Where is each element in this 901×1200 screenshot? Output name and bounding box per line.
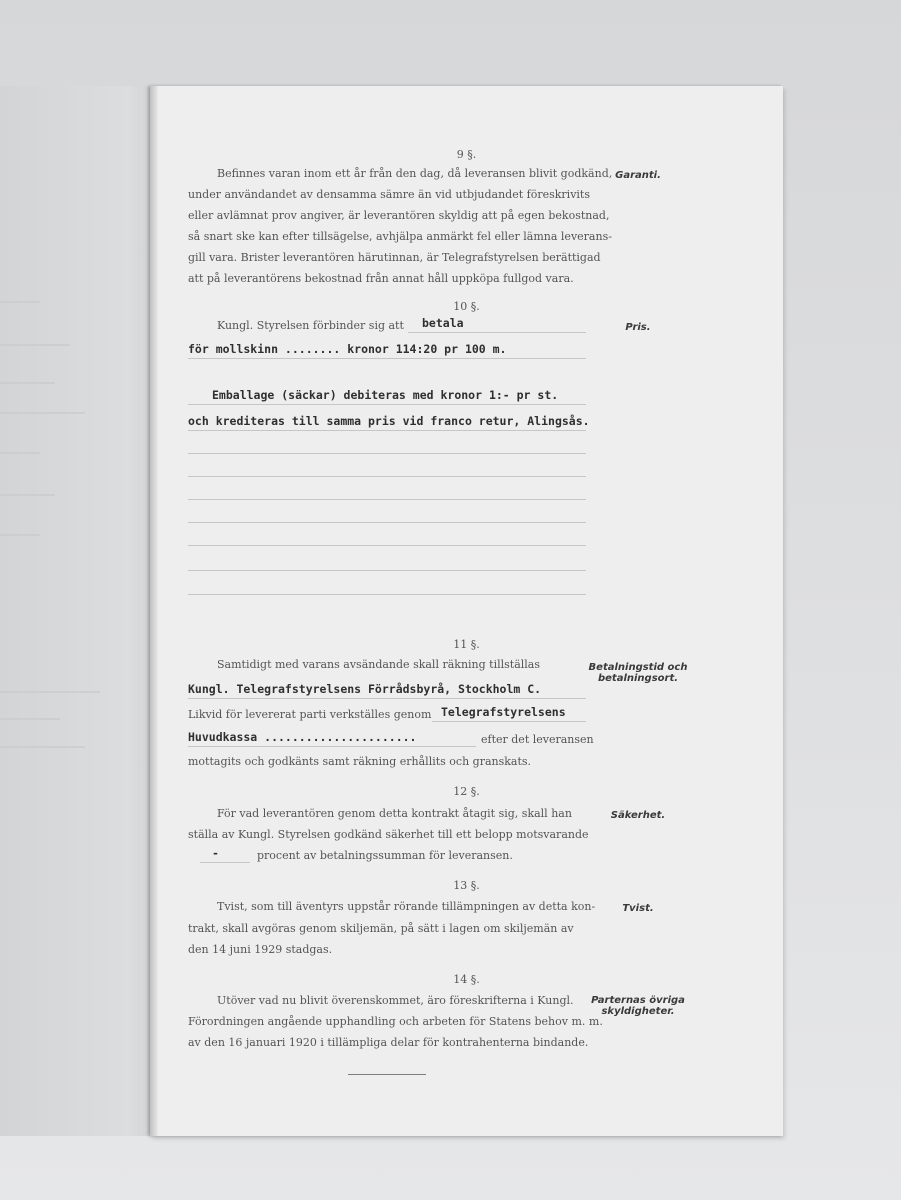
ghost-text-line <box>0 494 55 496</box>
paragraph-line: av den 16 januari 1920 i tillämpliga delar för kontrahenterna bindande. <box>188 1036 589 1049</box>
ghost-text-line <box>0 344 70 346</box>
ghost-text-line <box>0 691 100 693</box>
paragraph-line: Kungl. Styrelsen förbinder sig att <box>217 319 404 332</box>
paragraph-line: procent av betalningssumman för leveransen. <box>257 849 513 862</box>
ghost-text-line <box>0 718 60 720</box>
fill-in-line <box>188 358 586 359</box>
paragraph-line: Utöver vad nu blivit överenskommet, äro föreskrifterna i Kungl. <box>217 994 574 1007</box>
typed-entry: för mollskinn ........ kronor 114:20 pr 100 m. <box>188 342 507 356</box>
side-label-skyldigheter: skyldigheter. <box>601 1006 675 1017</box>
fill-in-line <box>188 746 476 747</box>
typed-entry: betala <box>422 316 464 330</box>
ghost-text-line <box>0 301 40 303</box>
typed-entry: - <box>212 846 219 860</box>
end-rule <box>348 1074 426 1075</box>
section-heading-10: 10 §. <box>453 300 480 313</box>
fill-in-line <box>188 430 586 431</box>
paragraph-line: att på leverantörens bekostnad från annat håll uppköpa fullgod vara. <box>188 272 574 285</box>
typed-entry: Huvudkassa ...................... <box>188 730 417 744</box>
paragraph-line: Förordningen angående upphandling och arbeten för Statens behov m. m. <box>188 1015 603 1028</box>
fill-in-line <box>200 862 250 863</box>
section-heading-13: 13 §. <box>453 879 480 892</box>
side-label-sakerhet: Säkerhet. <box>610 810 666 821</box>
paragraph-line: Tvist, som till äventyrs uppstår rörande tillämpningen av detta kon- <box>217 900 596 913</box>
paragraph-line: mottagits och godkänts samt räkning erhållits och granskats. <box>188 755 532 768</box>
fill-in-line <box>188 404 586 405</box>
side-label-pris: Pris. <box>625 322 651 333</box>
section-heading-14: 14 §. <box>453 973 480 986</box>
side-label-tvist: Tvist. <box>622 903 654 914</box>
ghost-text-line <box>0 452 40 454</box>
side-label-betalningstid: Betalningstid och <box>588 662 688 673</box>
fill-in-line <box>188 594 586 595</box>
fill-in-line <box>188 698 586 699</box>
fill-in-line <box>188 499 586 500</box>
paragraph-line: ställa av Kungl. Styrelsen godkänd säkerhet till ett belopp motsvarande <box>188 828 589 841</box>
fill-in-line <box>188 545 586 546</box>
side-label-garanti: Garanti. <box>615 170 661 181</box>
paragraph-line: Samtidigt med varans avsändande skall räkning tillställas <box>217 658 541 671</box>
paragraph-line: Befinnes varan inom ett år från den dag, då leveransen blivit godkänd, <box>217 167 613 180</box>
fill-in-line <box>188 570 586 571</box>
typed-entry: Telegrafstyrelsens <box>441 705 566 719</box>
section-heading-9: 9 §. <box>456 148 477 161</box>
section-heading-11: 11 §. <box>453 638 480 651</box>
typed-entry: Kungl. Telegrafstyrelsens Förrådsbyrå, Stockholm C. <box>188 682 542 696</box>
paragraph-line: gill vara. Brister leverantören härutinnan, är Telegrafstyrelsen berättigad <box>188 251 601 264</box>
paragraph-line: trakt, skall avgöras genom skiljemän, på sätt i lagen om skiljemän av <box>188 922 574 935</box>
paragraph-line: För vad leverantören genom detta kontrakt åtagit sig, skall han <box>217 807 572 820</box>
underlying-page <box>0 86 160 1136</box>
paragraph-line: efter det leveransen <box>481 733 594 746</box>
ghost-text-line <box>0 534 40 536</box>
fill-in-line <box>432 721 586 722</box>
typed-entry: och krediteras till samma pris vid franco retur, Alingsås. <box>188 414 590 428</box>
contract-page <box>150 86 783 1136</box>
typed-entry: Emballage (säckar) debiteras med kronor 1:- pr st. <box>212 388 559 402</box>
paragraph-line: så snart ske kan efter tillsägelse, avhjälpa anmärkt fel eller lämna leverans- <box>188 230 612 243</box>
paragraph-line: den 14 juni 1929 stadgas. <box>188 943 333 956</box>
section-heading-12: 12 §. <box>453 785 480 798</box>
side-label-betalningsort: betalningsort. <box>597 673 679 684</box>
ghost-text-line <box>0 412 85 414</box>
paragraph-line: eller avlämnat prov angiver, är leverantören skyldig att på egen bekostnad, <box>188 209 610 222</box>
paragraph-line: under användandet av densamma sämre än vid utbjudandet föreskrivits <box>188 188 590 201</box>
fill-in-line <box>188 476 586 477</box>
fill-in-line <box>408 332 586 333</box>
ghost-text-line <box>0 746 85 748</box>
binding-shadow <box>150 86 158 1136</box>
fill-in-line <box>188 522 586 523</box>
side-label-parternas: Parternas övriga <box>591 995 685 1006</box>
fill-in-line <box>188 453 586 454</box>
paragraph-line: Likvid för levererat parti verkställes genom <box>188 708 432 721</box>
ghost-text-line <box>0 382 55 384</box>
